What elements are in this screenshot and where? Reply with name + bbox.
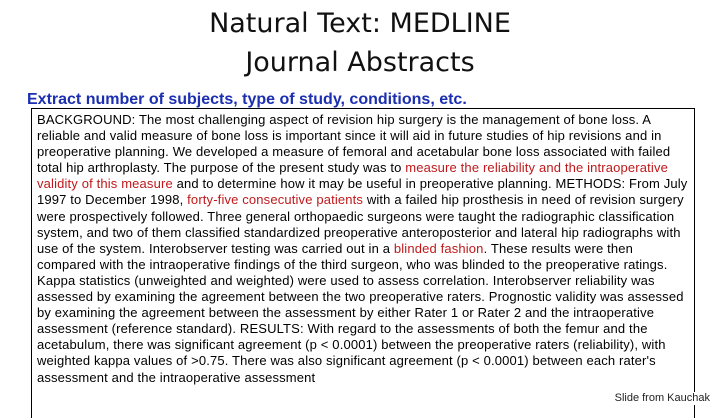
- abstract-segment: and to determine how it may be useful in preoperative planning. METHODS: From July 1997 to December 1998,: [37, 176, 688, 208]
- title-line-1: Natural Text: MEDLINE: [209, 8, 511, 39]
- highlight-study-aim: measure the reliability and the intraoperative validity of this measure: [37, 160, 668, 192]
- slide-title: [0, 0, 720, 82]
- title-line-2: Journal Abstracts: [245, 47, 475, 78]
- slide-credit: Slide from Kauchak: [614, 392, 710, 404]
- abstract-segment: BACKGROUND: The most challenging aspect of revision hip surgery is the management of bone loss. A reliable and valid measure of bone loss is important since it will aid in future studies of hip revisions and in preoperative planning. We developed a measure of femoral and acetabular bone loss associated with failed total hip arthroplasty. The purpose of the present study was to: [37, 112, 671, 176]
- abstract-segment: . These results were then compared with the intraoperative findings of the third surgeon, who was blinded to the preoperative ratings. Kappa statistics (unweighted and weighted) were used to assess correlation. Interobserver reliability was assessed by examining the agreement between the two preoperative raters. Prognostic validity was assessed by examining the agreement between the assessment by either Rater 1 or Rater 2 and the intraoperative assessment (reference standard). RESULTS: With regard to the assessments of both the femur and the acetabulum, there was significant agreement (p < 0.0001) between the preoperative raters (reliability), with weighted kappa values of >0.75. There was also significant agreement (p < 0.0001) between each rater's assessment and the intraoperative assessment: [37, 240, 684, 385]
- abstract-box: [31, 108, 695, 418]
- slide-subtitle: Extract number of subjects, type of study, conditions, etc.: [27, 91, 467, 108]
- highlight-subjects: forty-five consecutive patients: [187, 192, 364, 208]
- abstract-text: [32, 109, 694, 386]
- highlight-study-type: blinded fashion: [393, 240, 484, 256]
- abstract-segment: with a failed hip prosthesis in need of revision surgery were prospectively followed. Three general orthopaedic surgeons were taught the radiographic classification system, and two of them classified standardized preoperative anteroposterior and lateral hip radiographs with use of the system. Interobserver testing was carried out in a: [37, 192, 684, 256]
